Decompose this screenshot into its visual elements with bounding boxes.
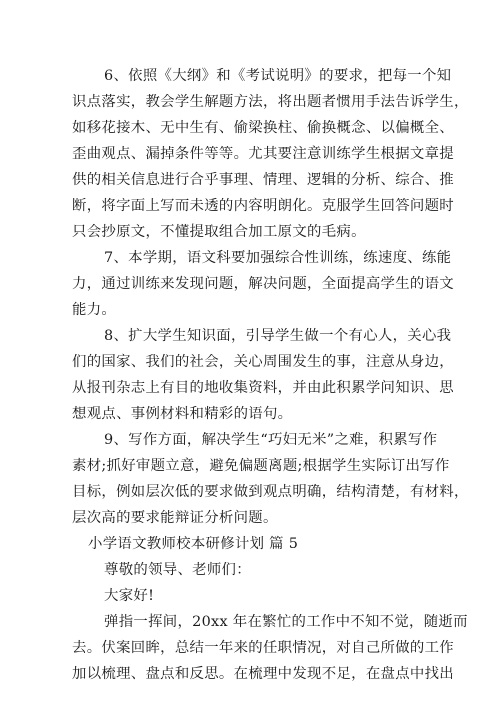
- paragraph-6-line-3: 如移花接木、无中生有、偷梁换柱、偷换概念、以偏概全、: [72, 120, 454, 136]
- paragraph-7-line-1: 7、本学期，语文科要加强综合性训练，练速度、练能: [104, 250, 452, 266]
- paragraph-6-line-2: 识点落实，教会学生解题方法，将出题者惯用手法告诉学生，: [72, 94, 469, 110]
- paragraph-6-line-5: 供的相关信息进行合乎事理、情理、逻辑的分析、综合、推: [72, 172, 454, 188]
- paragraph-6-line-7: 只会抄原文，不懂提取组合加工原文的毛病。: [72, 224, 366, 240]
- closing-paragraph-line-3: 加以梳理、盘点和反思。在梳理中发现不足，在盘点中找出: [72, 666, 454, 682]
- paragraph-9-line-3: 目标，例如层次低的要求做到观点明确，结构清楚，有材料，: [72, 484, 469, 500]
- section-heading: 小学语文教师校本研修计划 篇 5: [88, 536, 299, 552]
- paragraph-9-line-1: 9、写作方面，解决学生“巧妇无米”之难，积累写作: [104, 432, 438, 448]
- paragraph-8-line-2: 们的国家、我们的社会，关心周围发生的事，注意从身边，: [72, 354, 454, 370]
- greeting: 大家好!: [104, 588, 155, 604]
- paragraph-8-line-1: 8、扩大学生知识面，引导学生做一个有心人，关心我: [104, 328, 452, 344]
- paragraph-6-line-1: 6、依照《大纲》和《考试说明》的要求，把每一个知: [104, 68, 452, 84]
- salutation: 尊敬的领导、老师们：: [104, 562, 251, 578]
- paragraph-8-line-4: 想观点、事例材料和精彩的语句。: [72, 406, 293, 422]
- paragraph-7-line-2: 力，通过训练来发现问题，解决问题，全面提高学生的语文: [72, 276, 454, 292]
- paragraph-7-line-3: 能力。: [72, 302, 117, 318]
- paragraph-9-line-2: 素材;抓好审题立意，避免偏题离题;根据学生实际订出写作: [72, 458, 450, 474]
- paragraph-9-line-4: 层次高的要求能辩证分析问题。: [72, 510, 278, 526]
- paragraph-6-line-6: 断，将字面上写而未透的内容明朗化。克服学生回答问题时: [72, 198, 454, 214]
- paragraph-6-line-4: 歪曲观点、漏掉条件等等。尤其要注意训练学生根据文章提: [72, 146, 454, 162]
- paragraph-8-line-3: 从报刊杂志上有目的地收集资料，并由此积累学问知识、思: [72, 380, 454, 396]
- closing-paragraph-line-2: 去。伏案回眸，总结一年来的任职情况，对自己所做的工作: [72, 640, 454, 656]
- closing-paragraph-line-1: 弹指一挥间，20xx 年在繁忙的工作中不知不觉，随逝而: [104, 614, 468, 630]
